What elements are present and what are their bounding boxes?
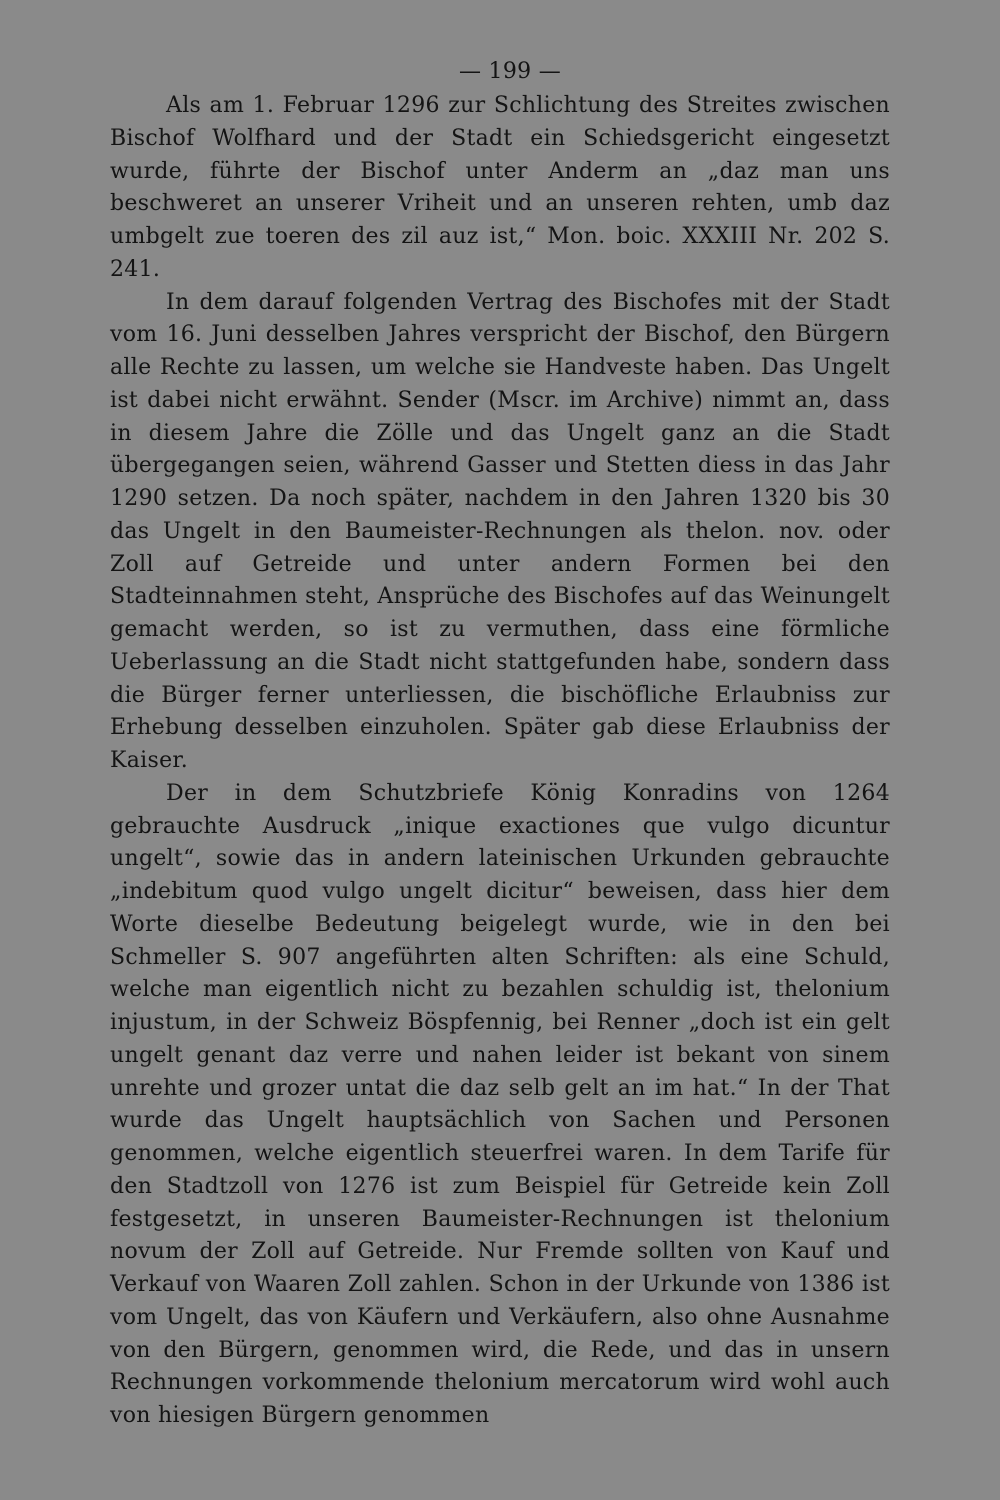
- paragraph-2: In dem darauf folgenden Vertrag des Bischofes mit der Stadt vom 16. Juni desselben Jahres verspricht der Bischof, den Bürgern alle Rechte zu lassen, um welche sie Handveste haben. Das Ungelt ist dabei nicht erwähnt. Sender (Mscr. im Archive) nimmt an, dass in diesem Jahre die Zölle und das Ungelt ganz an die Stadt übergegangen seien, während Gasser und Stetten diess in das Jahr 1290 setzen. Da noch später, nachdem in den Jahren 1320 bis 30 das Ungelt in den Baumeister-Rechnungen als thelon. nov. oder Zoll auf Getreide und unter andern Formen bei den Stadteinnahmen steht, Ansprüche des Bischofes auf das Weinungelt gemacht werden, so ist zu vermuthen, dass eine förmliche Ueberlassung an die Stadt nicht stattgefunden habe, sondern dass die Bürger ferner unterliessen, die bischöfliche Erlaubniss zur Erhebung desselben einzuholen. Später gab diese Erlaubniss der Kaiser.: [110, 289, 890, 773]
- document-page: [110, 56, 890, 1433]
- paragraph-3: Der in dem Schutzbriefe König Konradins von 1264 gebrauchte Ausdruck „inique exactiones que vulgo dicuntur ungelt“, sowie das in andern lateinischen Urkunden gebrauchte „indebitum quod vulgo ungelt dicitur“ beweisen, dass hier dem Worte dieselbe Bedeutung beigelegt wurde, wie in den bei Schmeller S. 907 angeführten alten Schriften: als eine Schuld, welche man eigentlich nicht zu bezahlen schuldig ist, thelonium injustum, in der Schweiz Böspfennig, bei Renner „doch ist ein gelt ungelt genant daz verre und nahen leider ist bekant von sinem unrehte und grozer untat die daz selb gelt an im hat.“ In der That wurde das Ungelt hauptsächlich von Sachen und Personen genommen, welche eigentlich steuerfrei waren. In dem Tarife für den Stadtzoll von 1276 ist zum Beispiel für Getreide kein Zoll festgesetzt, in unseren Baumeister-Rechnungen ist thelonium novum der Zoll auf Getreide. Nur Fremde sollten von Kauf und Verkauf von Waaren Zoll zahlen. Schon in der Urkunde von 1386 ist vom Ungelt, das von Käufern und Verkäufern, also ohne Ausnahme von den Bürgern, genommen wird, die Rede, und das in unsern Rechnungen vorkommende thelonium mercatorum wird wohl auch von hiesigen Bürgern genommen: [110, 780, 890, 1428]
- page-number: — 199 —: [458, 59, 562, 84]
- paragraph-1: Als am 1. Februar 1296 zur Schlichtung des Streites zwischen Bischof Wolfhard und der Stadt ein Schiedsgericht eingesetzt wurde, führte der Bischof unter Anderm an „daz man uns beschweret an unserer Vriheit und an unseren rehten, umb daz umbgelt zue toeren des zil auz ist,“ Mon. boic. XXXIII Nr. 202 S. 241.: [110, 93, 890, 282]
- body-text: [110, 90, 890, 1433]
